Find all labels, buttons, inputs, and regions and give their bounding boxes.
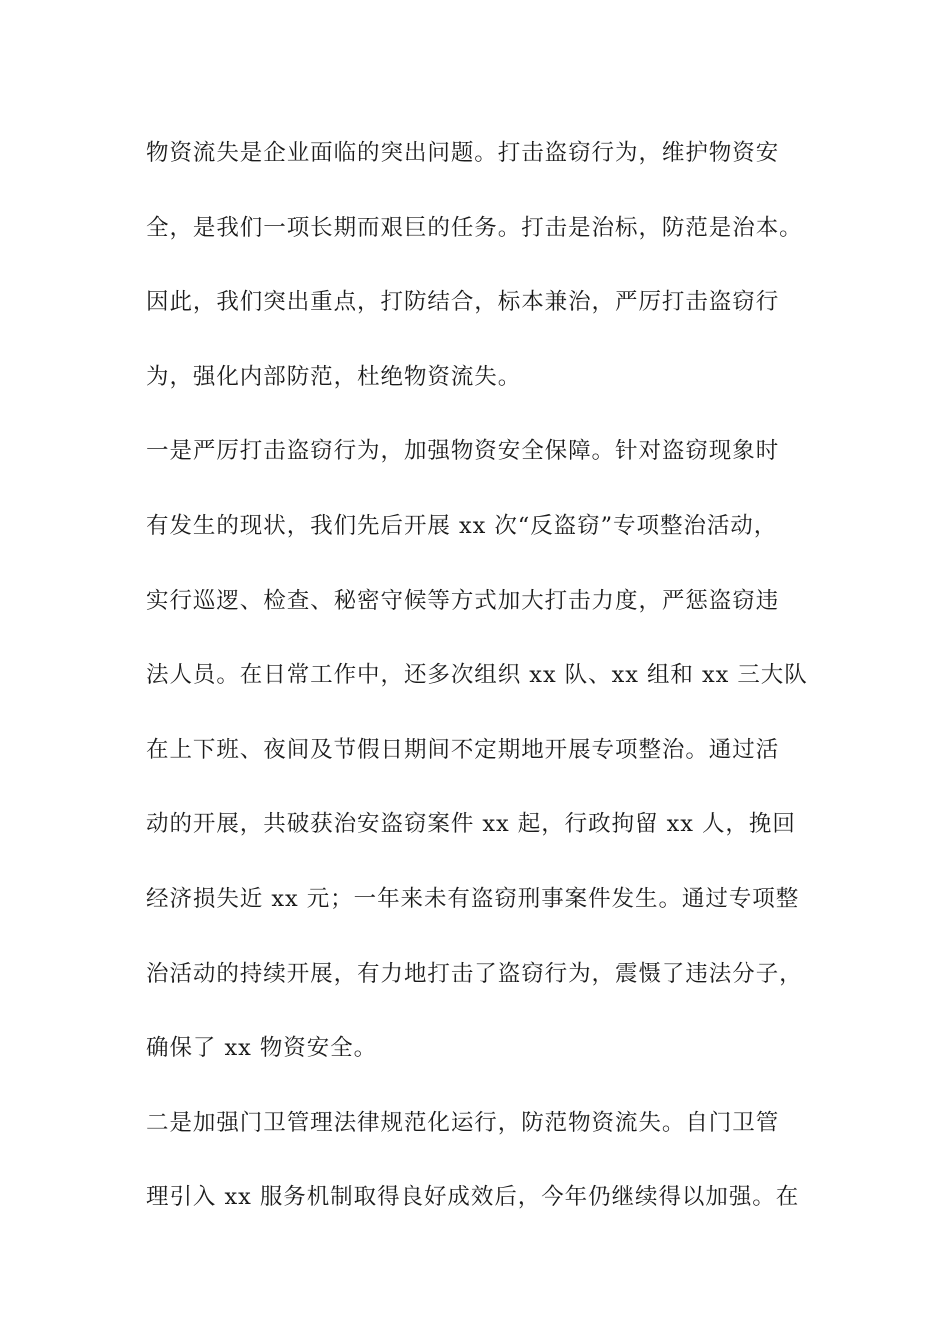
text-line: 理引入 xx 服务机制取得良好成效后，今年仍继续得以加强。在	[146, 1184, 800, 1211]
text-line: 二是加强门卫管理法律规范化运行，防范物资流失。自门卫管	[146, 1109, 780, 1136]
text-line: 在上下班、夜间及节假日期间不定期地开展专项整治。通过活	[146, 736, 780, 763]
document-body	[146, 128, 846, 1247]
text-line: 有发生的现状，我们先后开展 xx 次“反盗窃”专项整治活动，	[146, 512, 778, 539]
text-line: 动的开展，共破获治安盗窃案件 xx 起，行政拘留 xx 人，挽回	[146, 811, 796, 838]
text-line: 为，强化内部防范，杜绝物资流失。	[146, 363, 522, 390]
text-line: 治活动的持续开展，有力地打击了盗窃行为，震慑了违法分子，	[146, 960, 803, 987]
text-line: 一是严厉打击盗窃行为，加强物资安全保障。针对盗窃现象时	[146, 438, 780, 465]
text-line: 确保了 xx 物资安全。	[146, 1035, 378, 1062]
text-line: 因此，我们突出重点，打防结合，标本兼治，严厉打击盗窃行	[146, 289, 780, 316]
text-line: 实行巡逻、检查、秘密守候等方式加大打击力度，严惩盗窃违	[146, 587, 780, 614]
text-line: 物资流失是企业面临的突出问题。打击盗窃行为，维护物资安	[146, 140, 780, 166]
text-line: 全，是我们一项长期而艰巨的任务。打击是治标，防范是治本。	[146, 214, 803, 241]
text-line: 法人员。在日常工作中，还多次组织 xx 队、xx 组和 xx 三大队	[146, 662, 808, 689]
text-line: 经济损失近 xx 元；一年来未有盗窃刑事案件发生。通过专项整	[146, 885, 800, 912]
